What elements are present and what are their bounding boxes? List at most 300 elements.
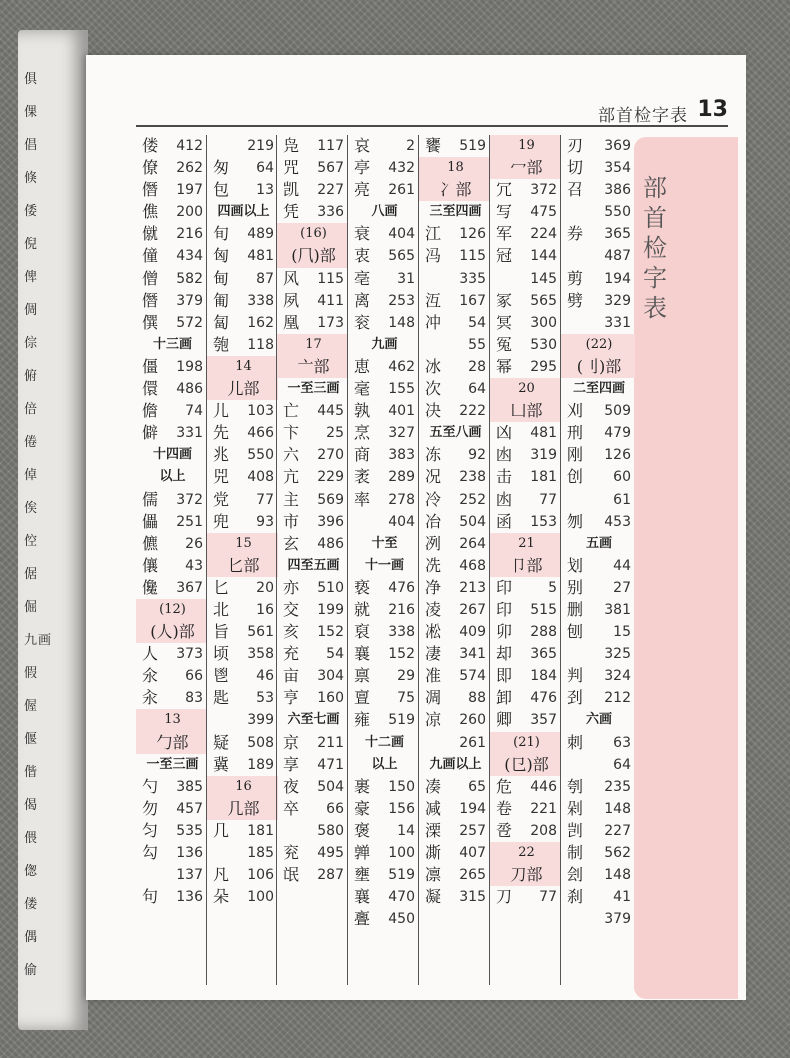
entry-character: 衰 [354, 224, 371, 244]
index-entry [348, 798, 419, 820]
entry-character: 勺 [142, 776, 159, 796]
index-entry [490, 665, 561, 687]
entry-character: 北 [213, 599, 230, 619]
entry-page-number: 300 [530, 314, 557, 331]
left-page-char: 偃 [24, 732, 39, 747]
stroke-count-heading: 一至三画 [287, 381, 340, 397]
entry-character: 僮 [142, 246, 159, 266]
side-thumb-tab [634, 137, 738, 999]
page-header [136, 97, 728, 127]
entry-page-number: 466 [247, 425, 274, 442]
left-page-edge [18, 30, 88, 1030]
entry-page-number: 61 [613, 491, 631, 508]
entry-page-number: 229 [317, 469, 344, 486]
entry-page-number: 144 [530, 248, 557, 265]
entry-character: 亭 [354, 158, 371, 178]
index-entry [207, 245, 278, 267]
index-entry [419, 466, 490, 488]
entry-page-number: 510 [317, 579, 344, 596]
entry-page-number: 198 [176, 358, 203, 375]
entry-character: 凉 [425, 710, 442, 730]
index-entry [561, 798, 635, 820]
index-entry [561, 577, 635, 599]
radical-number: (12) [136, 599, 207, 621]
entry-page-number: 508 [247, 734, 274, 751]
index-entry [136, 223, 207, 245]
index-entry [490, 511, 561, 533]
index-entry [419, 776, 490, 798]
entry-character: 匙 [213, 688, 230, 708]
entry-character: 别 [567, 577, 584, 597]
entry-character: 充 [283, 644, 300, 664]
entry-character: 卞 [283, 423, 300, 443]
entry-character: 亩 [283, 666, 300, 686]
entry-character: 冀 [213, 754, 230, 774]
entry-character: 僻 [142, 423, 159, 443]
index-entry [419, 356, 490, 378]
entry-page-number: 60 [613, 469, 631, 486]
entry-character: 人 [142, 644, 159, 664]
entry-character: 僦 [142, 224, 159, 244]
entry-character: 夜 [283, 776, 300, 796]
radical-heading: 卩部 [490, 555, 561, 577]
entry-page-number: 257 [459, 822, 486, 839]
index-entry [277, 400, 348, 422]
entry-page-number: 379 [604, 911, 631, 928]
index-entry [348, 665, 419, 687]
entry-page-number: 153 [530, 513, 557, 530]
entry-page-number: 77 [256, 491, 274, 508]
entry-character: 兆 [213, 445, 230, 465]
entry-character: 刃 [567, 136, 584, 155]
entry-character: 僧 [142, 268, 159, 288]
entry-page-number: 401 [388, 403, 415, 420]
index-entry [207, 135, 278, 157]
side-title-char: 部 [643, 174, 667, 202]
index-entry [419, 444, 490, 466]
radical-heading: 亠部 [277, 356, 348, 378]
entry-character: 净 [425, 577, 442, 597]
index-entry [348, 290, 419, 312]
entry-character: 凯 [283, 180, 300, 200]
entry-page-number: 409 [459, 624, 486, 641]
index-entry [277, 444, 348, 466]
entry-page-number: 211 [317, 734, 344, 751]
index-entry [277, 665, 348, 687]
entry-character: 冻 [425, 445, 442, 465]
index-entry [561, 201, 635, 223]
index-entry [207, 157, 278, 179]
entry-page-number: 509 [604, 403, 631, 420]
index-entry [277, 820, 348, 842]
index-entry [136, 422, 207, 444]
index-entry [348, 511, 419, 533]
entry-page-number: 251 [176, 513, 203, 530]
entry-page-number: 519 [388, 712, 415, 729]
entry-page-number: 287 [317, 867, 344, 884]
entry-character: 凘 [425, 843, 442, 862]
radical-heading: 凵部 [490, 400, 561, 422]
radical-number: (22) [561, 334, 635, 356]
entry-page-number: 550 [247, 447, 274, 464]
radical-number: 21 [490, 533, 561, 555]
index-entry [348, 223, 419, 245]
left-page-char: 倔 [24, 600, 39, 615]
left-page-char: 倨 [24, 567, 39, 582]
entry-character: 冢 [496, 290, 513, 310]
radical-number: (21) [490, 732, 561, 754]
entry-character: 恵 [354, 356, 371, 376]
index-entry [277, 798, 348, 820]
index-entry [490, 201, 561, 223]
entry-character: 刽 [567, 865, 584, 885]
entry-character: 六 [283, 445, 300, 465]
entry-character: 市 [283, 511, 300, 531]
entry-page-number: 219 [247, 138, 274, 154]
entry-character: 即 [496, 666, 513, 686]
left-page-text [24, 70, 82, 994]
entry-character: 袤 [354, 467, 371, 487]
entry-character: 享 [283, 754, 300, 774]
index-entry [348, 489, 419, 511]
radical-heading: 几部 [207, 798, 278, 820]
entry-character: 旨 [213, 622, 230, 642]
entry-page-number: 457 [176, 800, 203, 817]
entry-page-number: 319 [530, 447, 557, 464]
index-entry [136, 400, 207, 422]
entry-character: 次 [425, 379, 442, 399]
entry-character: 冰 [425, 356, 442, 376]
side-title-char: 表 [643, 294, 667, 322]
entry-page-number: 118 [247, 336, 274, 353]
entry-page-number: 46 [256, 668, 274, 685]
entry-page-number: 115 [317, 270, 344, 287]
entry-character: 匈 [213, 246, 230, 266]
radical-heading: 匕部 [207, 555, 278, 577]
index-entry [490, 422, 561, 444]
index-entry [490, 886, 561, 908]
index-entry [348, 135, 419, 157]
index-entry [419, 665, 490, 687]
index-entry [207, 179, 278, 201]
entry-page-number: 194 [459, 800, 486, 817]
entry-page-number: 580 [317, 822, 344, 839]
index-entry [207, 489, 278, 511]
entry-character: 冤 [496, 334, 513, 354]
index-column [489, 135, 561, 985]
entry-page-number: 325 [604, 646, 631, 663]
radical-heading: 刀部 [490, 864, 561, 886]
entry-page-number: 562 [604, 845, 631, 861]
entry-character: 兖 [283, 843, 300, 862]
index-entry [207, 223, 278, 245]
index-entry [561, 245, 635, 267]
entry-character: 商 [354, 445, 371, 465]
entry-page-number: 222 [459, 403, 486, 420]
radical-heading: (人)部 [136, 621, 207, 643]
entry-page-number: 208 [530, 822, 557, 839]
radical-number: 15 [207, 533, 278, 555]
index-entry [207, 643, 278, 665]
entry-character: 壅 [354, 865, 371, 885]
entry-page-number: 181 [530, 469, 557, 486]
entry-character: 判 [567, 666, 584, 686]
stroke-count-heading: 四至五画 [287, 557, 340, 573]
entry-page-number: 63 [613, 734, 631, 751]
index-entry [419, 511, 490, 533]
entry-character: 卯 [496, 622, 513, 642]
index-entry [419, 820, 490, 842]
entry-character: 亸 [354, 843, 371, 862]
entry-character: 匍 [213, 290, 230, 310]
entry-character: 风 [283, 268, 300, 288]
index-entry [207, 444, 278, 466]
entry-page-number: 253 [388, 292, 415, 309]
entry-page-number: 565 [388, 248, 415, 265]
index-entry [348, 864, 419, 886]
left-page-char: 倥 [24, 534, 39, 549]
entry-character: 儦 [142, 533, 159, 553]
entry-page-number: 185 [247, 845, 274, 861]
entry-page-number: 399 [247, 712, 274, 729]
entry-character: 剀 [567, 820, 584, 840]
index-entry [561, 555, 635, 577]
entry-character: 券 [567, 224, 584, 244]
index-entry [561, 599, 635, 621]
entry-character: 凼 [496, 489, 513, 509]
stroke-count-heading: 一至三画 [146, 756, 199, 772]
entry-page-number: 453 [604, 513, 631, 530]
entry-page-number: 216 [388, 601, 415, 618]
index-entry [348, 378, 419, 400]
entry-page-number: 173 [317, 314, 344, 331]
entry-character: 匆 [213, 158, 230, 178]
index-entry [136, 201, 207, 223]
radical-number: 20 [490, 378, 561, 400]
entry-character: 禀 [354, 666, 371, 686]
entry-character: 交 [283, 599, 300, 619]
stroke-count-heading: 九画 [371, 336, 398, 352]
entry-page-number: 372 [176, 491, 203, 508]
entry-character: 刳 [567, 776, 584, 796]
entry-character: 僭 [142, 180, 159, 200]
entry-page-number: 167 [459, 292, 486, 309]
index-entry [207, 290, 278, 312]
entry-character: 匐 [213, 312, 230, 332]
entry-page-number: 136 [176, 889, 203, 906]
index-entry [277, 290, 348, 312]
index-entry [136, 798, 207, 820]
index-entry [561, 886, 635, 908]
index-entry [490, 245, 561, 267]
entry-character: 凌 [425, 599, 442, 619]
index-entry [419, 268, 490, 290]
entry-page-number: 495 [317, 845, 344, 861]
entry-character: 匕 [213, 577, 230, 597]
entry-page-number: 117 [317, 138, 344, 154]
index-entry [136, 886, 207, 908]
entry-character: 冯 [425, 246, 442, 266]
index-entry [490, 179, 561, 201]
index-entry [561, 400, 635, 422]
entry-page-number: 396 [317, 513, 344, 530]
index-entry [207, 886, 278, 908]
stroke-count-heading: 十三画 [152, 336, 192, 352]
entry-page-number: 88 [468, 690, 486, 707]
entry-character: 凫 [283, 136, 300, 155]
entry-page-number: 65 [468, 778, 486, 795]
entry-page-number: 504 [317, 778, 344, 795]
index-entry [348, 709, 419, 731]
index-entry [348, 776, 419, 798]
entry-page-number: 519 [388, 867, 415, 884]
index-entry [490, 444, 561, 466]
entry-character: 鬯 [213, 666, 230, 686]
left-page-char: 假 [24, 666, 39, 681]
entry-page-number: 262 [176, 160, 203, 177]
entry-character: 击 [496, 467, 513, 487]
entry-page-number: 515 [530, 601, 557, 618]
index-entry [136, 290, 207, 312]
side-title-char: 字 [643, 264, 667, 292]
index-entry [348, 577, 419, 599]
entry-character: 裹 [354, 776, 371, 796]
stroke-count-heading: 以上 [159, 469, 186, 485]
index-entry [136, 356, 207, 378]
entry-page-number: 136 [176, 845, 203, 861]
index-entry [419, 245, 490, 267]
entry-character: 亡 [283, 401, 300, 421]
index-entry [419, 687, 490, 709]
entry-page-number: 315 [459, 889, 486, 906]
index-entry [419, 533, 490, 555]
entry-character: 创 [567, 467, 584, 487]
index-entry [207, 599, 278, 621]
entry-page-number: 100 [247, 889, 274, 906]
entry-page-number: 504 [459, 513, 486, 530]
index-entry [490, 334, 561, 356]
entry-page-number: 92 [468, 447, 486, 464]
left-page-char: 倭 [24, 204, 39, 219]
entry-page-number: 476 [530, 690, 557, 707]
entry-character: 凋 [425, 688, 442, 708]
entry-page-number: 184 [530, 668, 557, 685]
side-tab-title [640, 173, 670, 323]
entry-character: 冷 [425, 489, 442, 509]
index-entry [136, 245, 207, 267]
entry-character: 毫 [354, 379, 371, 399]
index-entry [490, 643, 561, 665]
entry-page-number: 338 [388, 624, 415, 641]
entry-character: 函 [496, 511, 513, 531]
entry-character: 冥 [496, 312, 513, 332]
entry-page-number: 197 [176, 182, 203, 199]
entry-character: 冲 [425, 312, 442, 332]
index-entry [136, 157, 207, 179]
index-entry [136, 820, 207, 842]
index-entry [277, 864, 348, 886]
entry-character: 疑 [213, 732, 230, 752]
entry-character: 衮 [354, 312, 371, 332]
entry-page-number: 238 [459, 469, 486, 486]
index-entry [277, 201, 348, 223]
index-entry [348, 245, 419, 267]
entry-page-number: 87 [256, 270, 274, 287]
index-column [418, 135, 490, 985]
radical-number: 17 [277, 334, 348, 356]
index-entry [348, 687, 419, 709]
entry-page-number: 445 [317, 403, 344, 420]
entry-character: 卿 [496, 710, 513, 730]
entry-character: 凑 [425, 776, 442, 796]
index-entry [207, 511, 278, 533]
entry-page-number: 481 [530, 425, 557, 442]
entry-page-number: 20 [256, 579, 274, 596]
index-entry [490, 621, 561, 643]
entry-character: 制 [567, 843, 584, 862]
left-page-char: 倮 [24, 105, 39, 120]
index-entry [136, 665, 207, 687]
entry-character: 沍 [425, 290, 442, 310]
entry-character: 冶 [425, 511, 442, 531]
entry-page-number: 75 [397, 690, 415, 707]
entry-character: 僭 [142, 290, 159, 310]
index-column [560, 135, 635, 985]
entry-character: 儋 [142, 401, 159, 421]
entry-page-number: 327 [388, 425, 415, 442]
entry-character: 儡 [142, 511, 159, 531]
index-entry [136, 533, 207, 555]
entry-page-number: 530 [530, 336, 557, 353]
stroke-count-heading: 六画 [585, 712, 612, 728]
radical-number: (16) [277, 223, 348, 245]
index-entry [561, 621, 635, 643]
entry-page-number: 404 [388, 226, 415, 243]
index-entry [490, 489, 561, 511]
index-entry [348, 621, 419, 643]
entry-page-number: 304 [317, 668, 344, 685]
entry-page-number: 100 [388, 845, 415, 861]
entry-character: 刺 [567, 732, 584, 752]
entry-character: 剪 [567, 268, 584, 288]
index-entry [419, 489, 490, 511]
entry-character: 冗 [496, 180, 513, 200]
radical-heading: 儿部 [207, 378, 278, 400]
index-entry [277, 268, 348, 290]
stroke-count-heading: 五画 [585, 535, 612, 551]
entry-character: 儳 [142, 577, 159, 597]
index-entry [561, 179, 635, 201]
index-entry [136, 378, 207, 400]
entry-page-number: 66 [185, 668, 203, 685]
index-entry [277, 466, 348, 488]
entry-character: 咒 [283, 158, 300, 178]
index-entry [561, 511, 635, 533]
entry-page-number: 450 [388, 911, 415, 928]
entry-character: 冠 [496, 246, 513, 266]
index-entry [490, 268, 561, 290]
entry-character: 褒 [354, 820, 371, 840]
radical-number: 19 [490, 135, 561, 157]
index-entry [419, 732, 490, 754]
index-entry [561, 908, 635, 930]
radical-heading: 冖部 [490, 157, 561, 179]
index-entry [419, 798, 490, 820]
entry-character: 儴 [142, 555, 159, 575]
entry-character: 僬 [142, 202, 159, 222]
entry-character: 兕 [213, 467, 230, 487]
entry-page-number: 13 [256, 182, 274, 199]
